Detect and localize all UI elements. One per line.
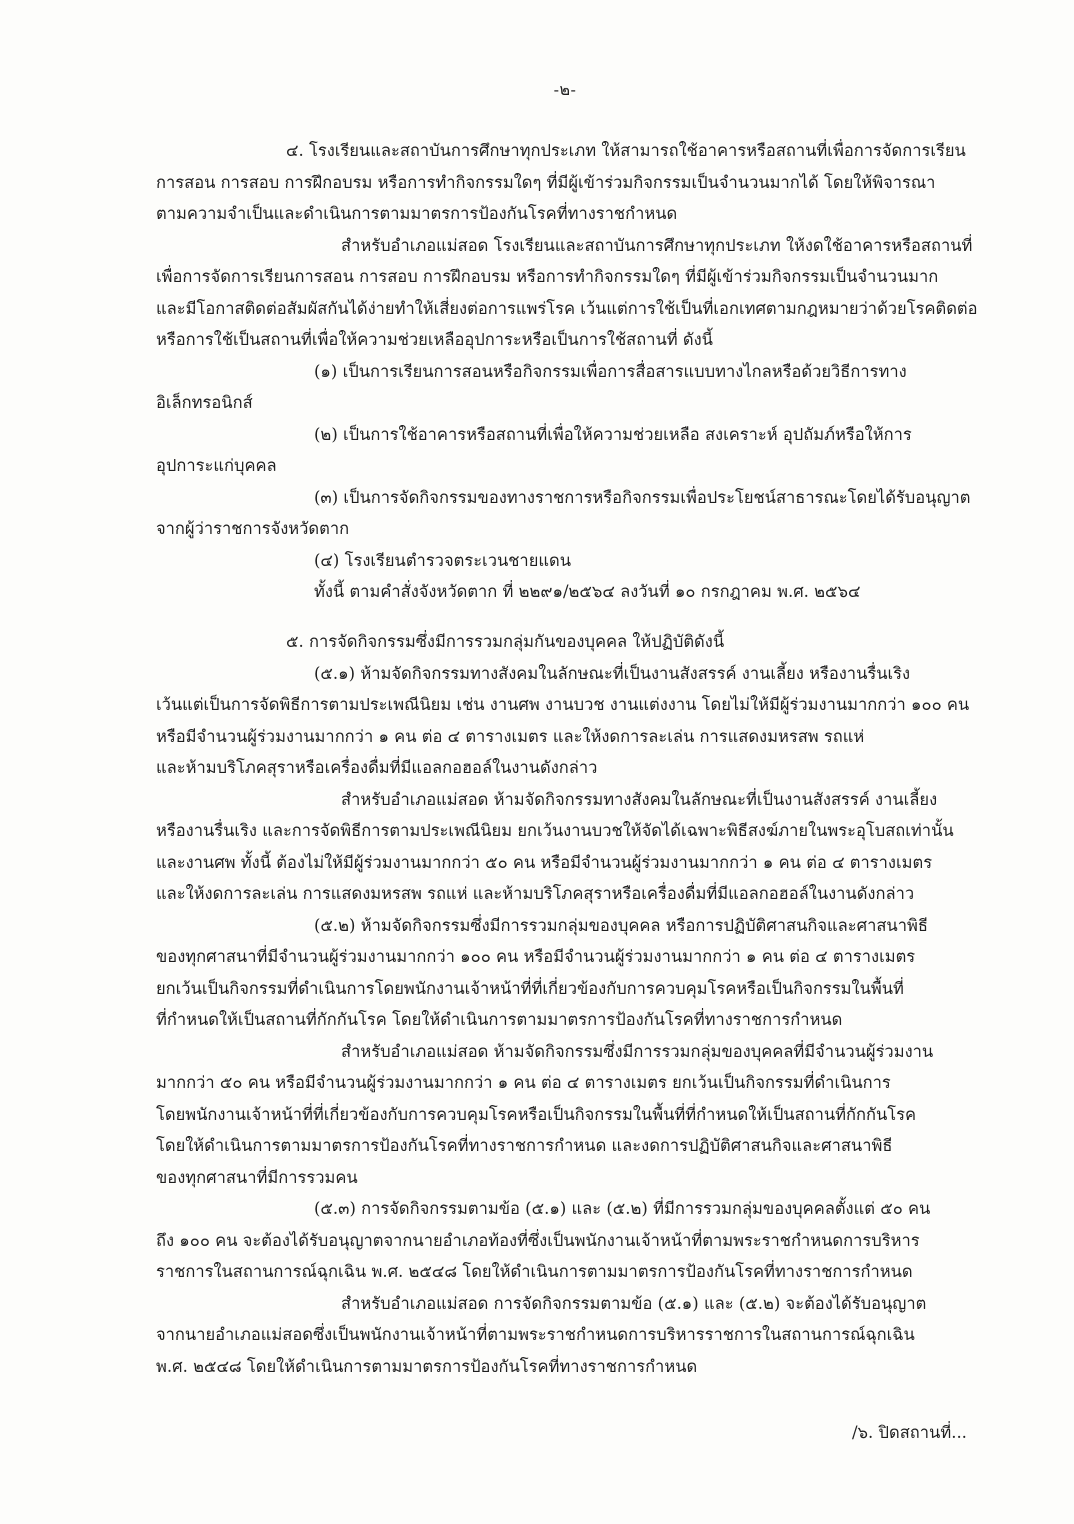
paragraph-line: สำหรับอำเภอแม่สอด ห้ามจัดกิจกรรมทางสังคมในลักษณะที่เป็นงานสังสรรค์ งานเลี้ยง bbox=[341, 790, 938, 809]
paragraph-line: และให้งดการละเล่น การแสดงมหรสพ รถแห่ และห้ามบริโภคสุราหรือเครื่องดื่มที่มีแอลกอฮอล์ในงานดังกล่าว bbox=[156, 884, 915, 903]
paragraph-line: และมีโอกาสติดต่อสัมผัสกันได้ง่ายทำให้เสี่ยงต่อการแพร่โรค เว้นแต่การใช้เป็นที่เอกเทศตามกฎหมายว่าด้วยโรคติดต่อ bbox=[156, 299, 978, 318]
paragraph-line: พ.ศ. ๒๕๔๘ โดยให้ดำเนินการตามมาตรการป้องกันโรคที่ทางราชการกำหนด bbox=[156, 1357, 698, 1376]
paragraph-line: อุปการะแก่บุคคล bbox=[156, 456, 277, 475]
paragraph-line: โดยพนักงานเจ้าหน้าที่ที่เกี่ยวข้องกับการควบคุมโรคหรือเป็นกิจกรรมในพื้นที่ที่กำหนดให้เป็นสถานที่กักกันโรค bbox=[156, 1105, 917, 1124]
paragraph-line: และห้ามบริโภคสุราหรือเครื่องดื่มที่มีแอลกอฮอล์ในงานดังกล่าว bbox=[156, 758, 598, 777]
next-page-reference: /๖. ปิดสถานที่... bbox=[852, 1423, 967, 1442]
paragraph-line: จากนายอำเภอแม่สอดซึ่งเป็นพนักงานเจ้าหน้าที่ตามพระราชกำหนดการบริหารราชการในสถานการณ์ฉุกเฉิน bbox=[156, 1325, 915, 1344]
paragraph-line: (๕.๒) ห้ามจัดกิจกรรมซึ่งมีการรวมกลุ่มของบุคคล หรือการปฏิบัติศาสนกิจและศาสนาพิธี bbox=[314, 916, 928, 935]
paragraph-line: จากผู้ว่าราชการจังหวัดตาก bbox=[156, 519, 350, 538]
paragraph-line: ถึง ๑๐๐ คน จะต้องได้รับอนุญาตจากนายอำเภอท้องที่ซึ่งเป็นพนักงานเจ้าหน้าที่ตามพระราชกำหนดการบริหาร bbox=[156, 1231, 920, 1250]
paragraph-line: ๕. การจัดกิจกรรมซึ่งมีการรวมกลุ่มกันของบุคคล ให้ปฏิบัติดังนี้ bbox=[286, 632, 725, 651]
paragraph-line: โดยให้ดำเนินการตามมาตรการป้องกันโรคที่ทางราชการกำหนด และงดการปฏิบัติศาสนกิจและศาสนาพิธี bbox=[156, 1136, 893, 1155]
paragraph-line: การสอน การสอบ การฝึกอบรม หรือการทำกิจกรรมใดๆ ที่มีผู้เข้าร่วมกิจกรรมเป็นจำนวนมากได้ โดยให้พิจารณา bbox=[156, 173, 936, 192]
paragraph-line: (๒) เป็นการใช้อาคารหรือสถานที่เพื่อให้ความช่วยเหลือ สงเคราะห์ อุปถัมภ์หรือให้การ bbox=[314, 425, 912, 444]
page-number: -๒- bbox=[553, 80, 577, 99]
paragraph-line: อิเล็กทรอนิกส์ bbox=[156, 393, 253, 412]
paragraph-line: (๓) เป็นการจัดกิจกรรมของทางราชการหรือกิจกรรมเพื่อประโยชน์สาธารณะโดยได้รับอนุญาต bbox=[314, 488, 971, 507]
paragraph-line: ของทุกศาสนาที่มีการรวมคน bbox=[156, 1168, 358, 1187]
paragraph-line: เว้นแต่เป็นการจัดพิธีการตามประเพณีนิยม เช่น งานศพ งานบวช งานแต่งงาน โดยไม่ให้มีผู้ร่วมงานมากกว่า ๑๐๐ คน bbox=[156, 695, 970, 714]
paragraph-line: หรืองานรื่นเริง และการจัดพิธีการตามประเพณีนิยม ยกเว้นงานบวชให้จัดได้เฉพาะพิธีสงฆ์ภายในพระอุโบสถเท่านั้น bbox=[156, 821, 954, 840]
paragraph-line: ราชการในสถานการณ์ฉุกเฉิน พ.ศ. ๒๕๔๘ โดยให้ดำเนินการตามมาตรการป้องกันโรคที่ทางราชการกำหนด bbox=[156, 1262, 913, 1281]
paragraph-line: หรือการใช้เป็นสถานที่เพื่อให้ความช่วยเหลืออุปการะหรือเป็นการใช้สถานที่ ดังนี้ bbox=[156, 330, 713, 349]
paragraph-line: เพื่อการจัดการเรียนการสอน การสอบ การฝึกอบรม หรือการทำกิจกรรมใดๆ ที่มีผู้เข้าร่วมกิจกรรมเป็นจำนวนมาก bbox=[156, 267, 939, 286]
paragraph-line: สำหรับอำเภอแม่สอด โรงเรียนและสถาบันการศึกษาทุกประเภท ให้งดใช้อาคารหรือสถานที่ bbox=[341, 236, 973, 255]
paragraph-line: ทั้งนี้ ตามคำสั่งจังหวัดตาก ที่ ๒๒๙๑/๒๕๖๔ ลงวันที่ ๑๐ กรกฎาคม พ.ศ. ๒๕๖๔ bbox=[314, 582, 861, 601]
paragraph-line: (๕.๑) ห้ามจัดกิจกรรมทางสังคมในลักษณะที่เป็นงานสังสรรค์ งานเลี้ยง หรืองานรื่นเริง bbox=[314, 664, 911, 683]
paragraph-line: และงานศพ ทั้งนี้ ต้องไม่ให้มีผู้ร่วมงานมากกว่า ๕๐ คน หรือมีจำนวนผู้ร่วมงานมากกว่า ๑ คน ต่อ ๔ ตารางเมตร bbox=[156, 853, 933, 872]
paragraph-line: ของทุกศาสนาที่มีจำนวนผู้ร่วมงานมากกว่า ๑๐๐ คน หรือมีจำนวนผู้ร่วมงานมากกว่า ๑ คน ต่อ ๔ ตารางเมตร bbox=[156, 947, 916, 966]
paragraph-line: สำหรับอำเภอแม่สอด การจัดกิจกรรมตามข้อ (๕.๑) และ (๕.๒) จะต้องได้รับอนุญาต bbox=[341, 1294, 927, 1313]
paragraph-line: ตามความจำเป็นและดำเนินการตามมาตรการป้องกันโรคที่ทางราชกำหนด bbox=[156, 204, 678, 223]
paragraph-line: (๔) โรงเรียนตำรวจตระเวนชายแดน bbox=[314, 551, 571, 570]
paragraph-line: ๔. โรงเรียนและสถาบันการศึกษาทุกประเภท ให้สามารถใช้อาคารหรือสถานที่เพื่อการจัดการเรียน bbox=[286, 141, 966, 160]
paragraph-line: หรือมีจำนวนผู้ร่วมงานมากกว่า ๑ คน ต่อ ๔ ตารางเมตร และให้งดการละเล่น การแสดงมหรสพ รถแห่ bbox=[156, 727, 865, 746]
paragraph-line: ยกเว้นเป็นกิจกรรมที่ดำเนินการโดยพนักงานเจ้าหน้าที่ที่เกี่ยวข้องกับการควบคุมโรคหรือเป็นกิจกรรมในพื้นที่ bbox=[156, 979, 904, 998]
paragraph-line: สำหรับอำเภอแม่สอด ห้ามจัดกิจกรรมซึ่งมีการรวมกลุ่มของบุคคลที่มีจำนวนผู้ร่วมงาน bbox=[341, 1042, 934, 1061]
paragraph-line: ที่กำหนดให้เป็นสถานที่กักกันโรค โดยให้ดำเนินการตามมาตรการป้องกันโรคที่ทางราชการกำหนด bbox=[156, 1010, 843, 1029]
paragraph-line: มากกว่า ๕๐ คน หรือมีจำนวนผู้ร่วมงานมากกว่า ๑ คน ต่อ ๔ ตารางเมตร ยกเว้นเป็นกิจกรรมที่ดำเนินการ bbox=[156, 1073, 891, 1092]
paragraph-line: (๕.๓) การจัดกิจกรรมตามข้อ (๕.๑) และ (๕.๒) ที่มีการรวมกลุ่มของบุคคลตั้งแต่ ๕๐ คน bbox=[314, 1199, 931, 1218]
paragraph-line: (๑) เป็นการเรียนการสอนหรือกิจกรรมเพื่อการสื่อสารแบบทางไกลหรือด้วยวิธีการทาง bbox=[314, 362, 907, 381]
